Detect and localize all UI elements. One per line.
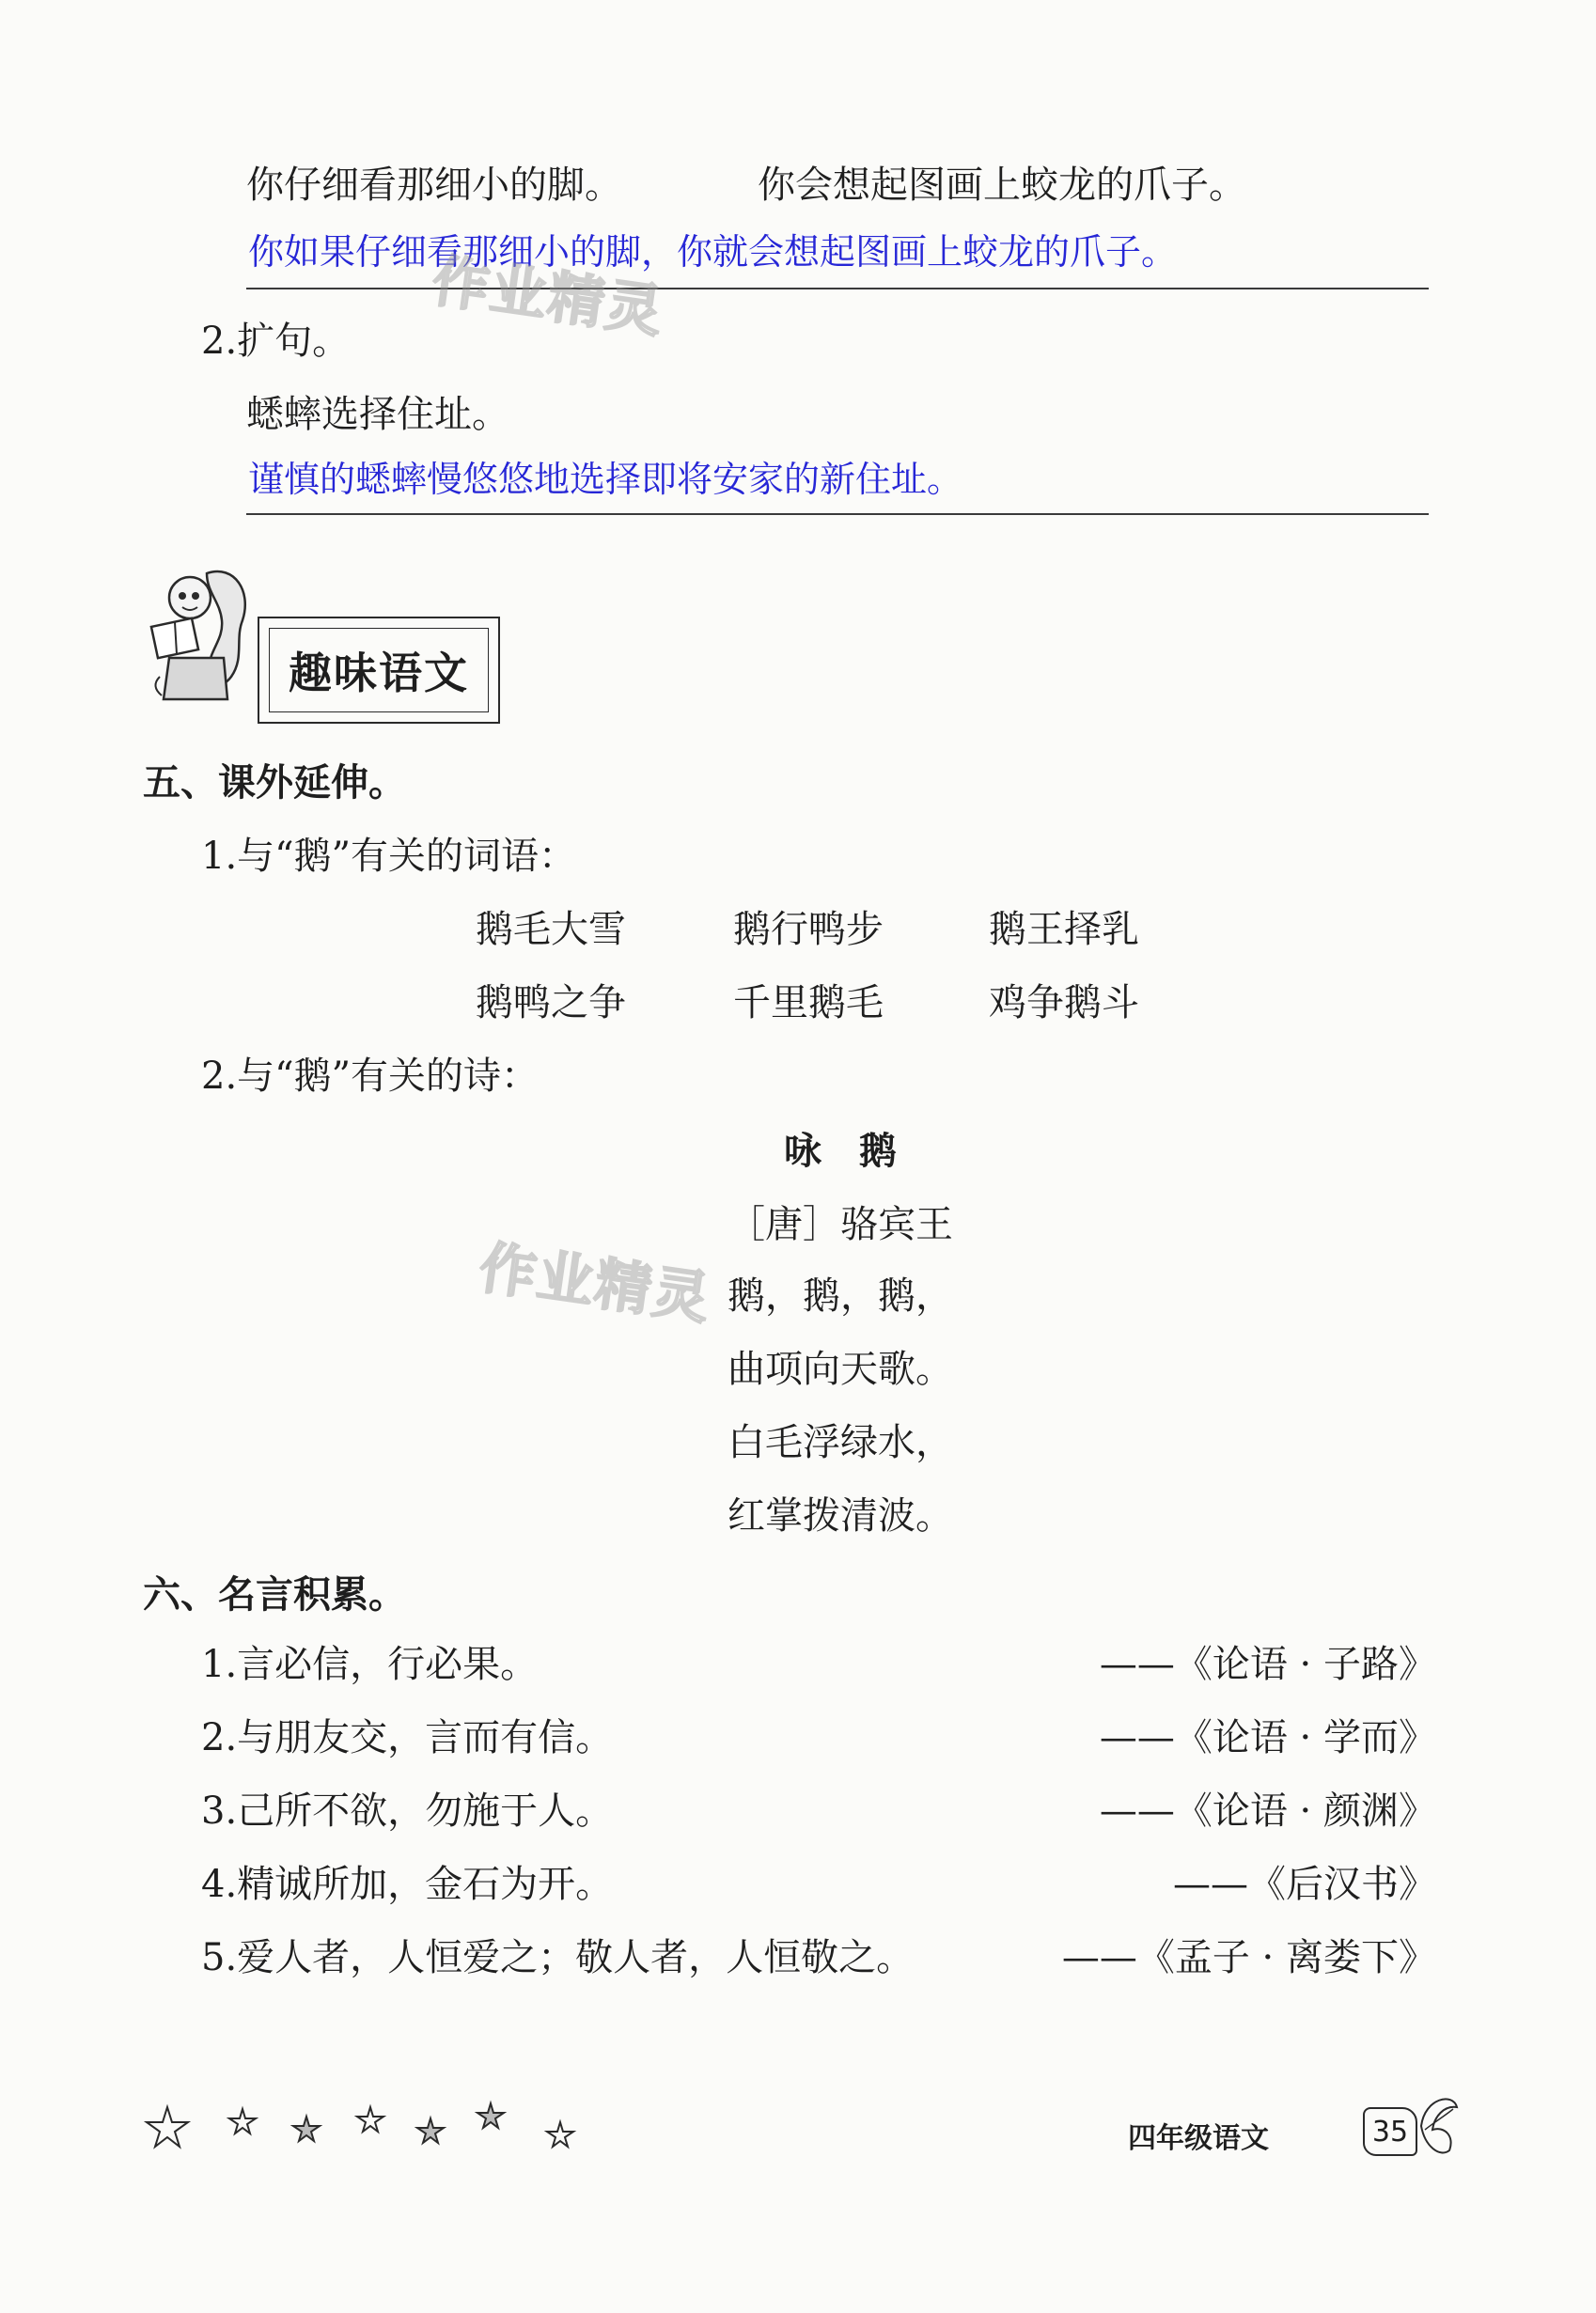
- poem-label: 2.与“鹅”有关的诗：: [201, 1055, 540, 1098]
- prompt-sentence-a: 你仔细看那细小的脚。: [246, 164, 622, 207]
- star-icon: [293, 2117, 320, 2141]
- quote-source: ——《论语 · 子路》: [1099, 1643, 1436, 1686]
- watermark: 作业精灵: [428, 248, 668, 346]
- idiom: 鹅毛大雪: [476, 908, 626, 951]
- star-icon: [547, 2122, 573, 2147]
- star-icon: [357, 2107, 383, 2132]
- quote-source: ——《后汉书》: [1173, 1863, 1436, 1906]
- quote-text: 2.与朋友交，言而有信。: [201, 1716, 614, 1759]
- quote-source: ——《论语 · 学而》: [1099, 1716, 1436, 1759]
- section-five-heading: 五、课外延伸。: [143, 761, 406, 805]
- idiom: 鹅行鸭步: [733, 908, 884, 951]
- quote-source: ——《孟子 · 离娄下》: [1061, 1936, 1436, 1979]
- book-title: 四年级语文: [1128, 2122, 1269, 2155]
- quote-source: ——《论语 · 颜渊》: [1099, 1789, 1436, 1833]
- idiom: 鸡争鹅斗: [989, 981, 1139, 1024]
- question-expand-label: 2.扩句。: [201, 320, 351, 363]
- answer-combined-sentence: 你如果仔细看那细小的脚，你就会想起图画上蛟龙的爪子。: [248, 231, 1178, 273]
- poem-line: 红掌拨清波。: [728, 1494, 953, 1538]
- answer-line: [246, 288, 1429, 289]
- prompt-sentence-b: 你会想起图画上蛟龙的爪子。: [758, 164, 1246, 207]
- fun-chinese-banner: [258, 617, 500, 724]
- poem-line: 曲项向天歌。: [728, 1348, 953, 1391]
- quote-text: 1.言必信，行必果。: [201, 1643, 539, 1686]
- idiom: 鹅鸭之争: [476, 981, 626, 1024]
- expand-prompt: 蟋蟀选择住址。: [246, 393, 509, 436]
- idioms-label: 1.与“鹅”有关的词语：: [201, 835, 577, 878]
- poem-line: 鹅，鹅，鹅，: [728, 1274, 953, 1318]
- star-icon: [229, 2109, 256, 2133]
- poem-author: ［唐］骆宾王: [728, 1203, 953, 1246]
- poem-title: 咏 鹅: [784, 1130, 897, 1173]
- idiom: 千里鹅毛: [733, 981, 884, 1024]
- poem-line: 白毛浮绿水，: [728, 1421, 953, 1464]
- leaf-decoration-icon: [1416, 2088, 1463, 2164]
- answer-line: [246, 513, 1429, 515]
- quote-text: 4.精诚所加，金石为开。: [201, 1863, 614, 1906]
- star-icon: [417, 2118, 444, 2143]
- quote-text: 3.己所不欲，勿施于人。: [201, 1789, 614, 1833]
- idiom: 鹅王择乳: [989, 908, 1139, 951]
- watermark: 作业精灵: [475, 1235, 715, 1333]
- star-icon: [477, 2103, 504, 2128]
- star-decoration-icons: [141, 2096, 592, 2162]
- section-six-heading: 六、名言积累。: [143, 1573, 406, 1617]
- squirrel-reading-icon: [141, 564, 252, 705]
- star-icon: [147, 2107, 188, 2147]
- page-number: 35: [1363, 2107, 1417, 2156]
- expand-answer: 谨慎的蟋蟀慢悠悠地选择即将安家的新住址。: [248, 459, 963, 500]
- quote-text: 5.爱人者，人恒爱之；敬人者，人恒敬之。: [201, 1936, 915, 1979]
- banner-title: 趣味语文: [269, 628, 489, 712]
